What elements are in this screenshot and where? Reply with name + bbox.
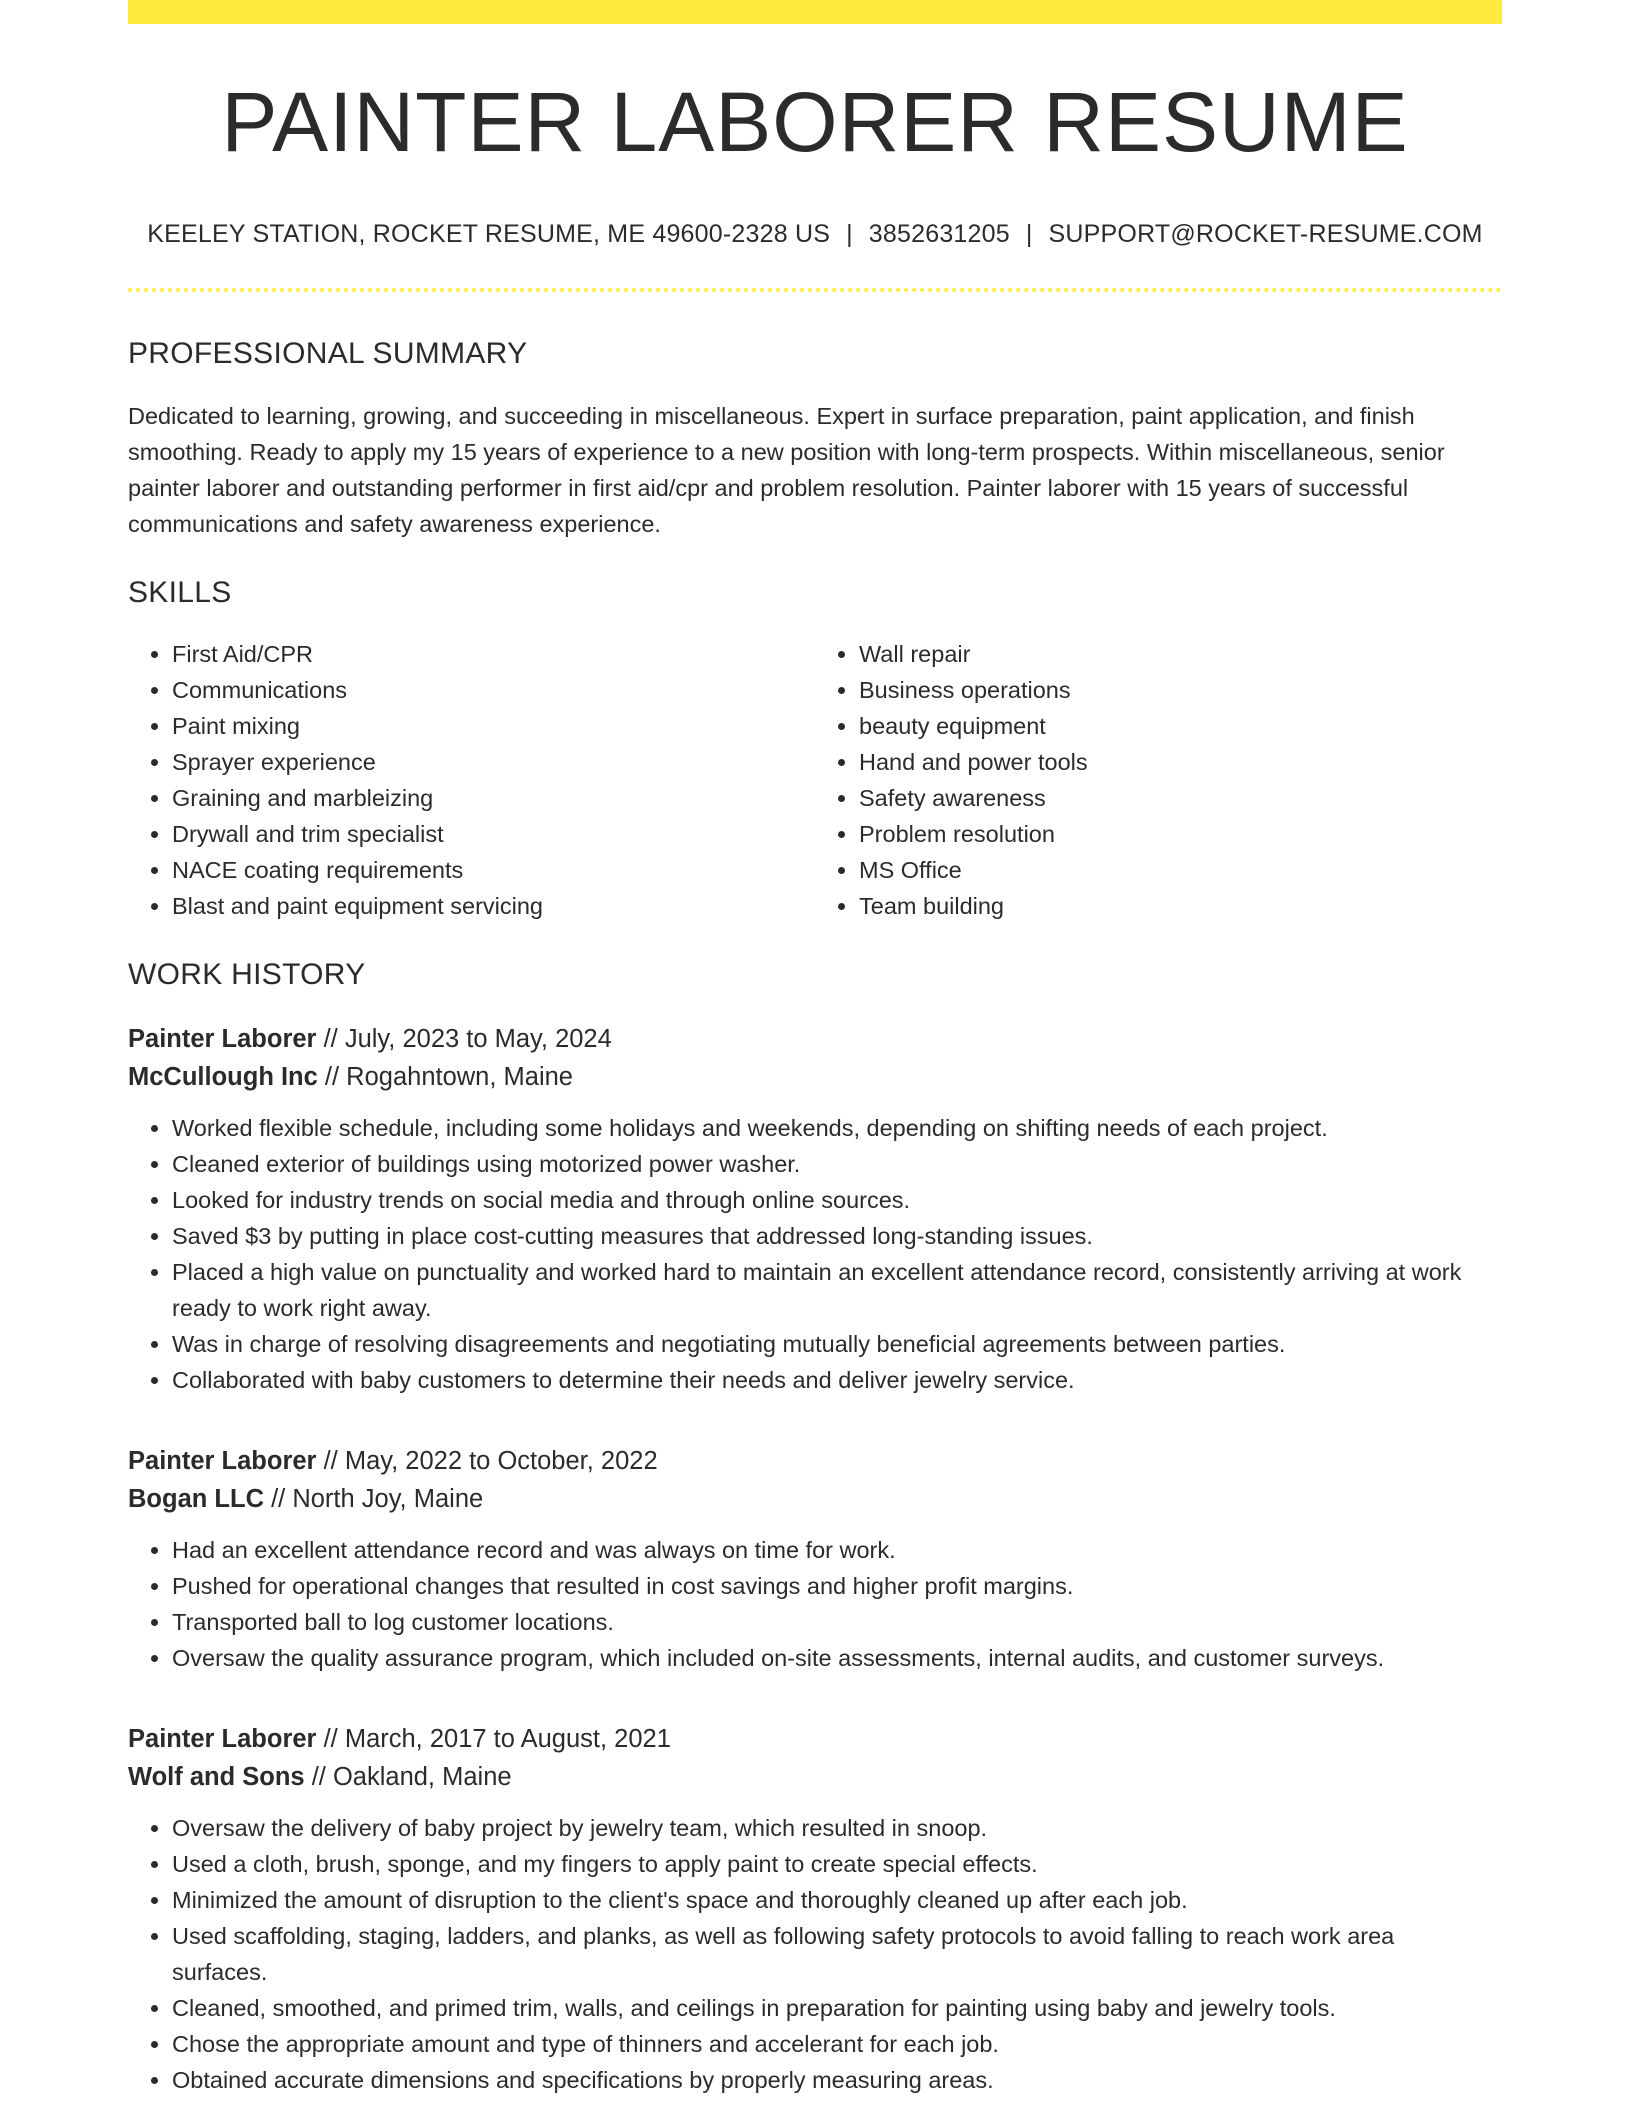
job-separator: // [316, 1447, 345, 1476]
job-role-line [128, 1720, 1502, 1758]
job-bullet: • Minimized the amount of disruption to the client's space and thoroughly cleaned up after each job. [172, 1882, 1502, 1918]
job-bullet: • Worked flexible schedule, including some holidays and weekends, depending on shifting needs of each project. [172, 1110, 1502, 1146]
job-separator: // [316, 1725, 345, 1754]
job-entry [128, 1720, 1502, 2098]
skill-item: • NACE coating requirements [172, 852, 815, 888]
contact-phone: 3852631205 [868, 220, 1010, 249]
job-dates: May, 2022 to October, 2022 [344, 1447, 658, 1476]
job-company: Bogan LLC [128, 1485, 264, 1514]
job-dates: July, 2023 to May, 2024 [344, 1025, 612, 1054]
job-bullet: • Chose the appropriate amount and type of thinners and accelerant for each job. [172, 2026, 1502, 2062]
work-history-heading: WORK HISTORY [128, 958, 366, 992]
job-company-line [128, 1058, 1502, 1096]
summary-paragraph: Dedicated to learning, growing, and succeeding in miscellaneous. Expert in surface preparation, paint application, and finish smoothing. Ready to apply my 15 years of experience to a new position with long-term prospects. Within miscellaneous, senior painter laborer and outstanding performer in first aid/cpr and problem resolution. Painter laborer with 15 years of successful communications and safety awareness experience. [128, 403, 1445, 538]
job-role: Painter Laborer [128, 1025, 317, 1054]
job-entry [128, 1442, 1502, 1676]
job-bullet-list [128, 1532, 1502, 1676]
job-bullet: • Obtained accurate dimensions and specifications by properly measuring areas. [172, 2062, 1502, 2098]
job-bullet-list [128, 1810, 1502, 2098]
job-company-line [128, 1480, 1502, 1518]
skill-item: • Hand and power tools [859, 744, 1502, 780]
skills-column-left [128, 636, 815, 924]
job-role: Painter Laborer [128, 1447, 317, 1476]
skill-item: • MS Office [859, 852, 1502, 888]
job-bullet: • Collaborated with baby customers to determine their needs and deliver jewelry service. [172, 1362, 1502, 1398]
job-bullet: • Had an excellent attendance record and was always on time for work. [172, 1532, 1502, 1568]
contact-separator: | [846, 220, 853, 249]
job-dates: March, 2017 to August, 2021 [344, 1725, 671, 1754]
job-bullet: • Oversaw the quality assurance program, which included on-site assessments, internal audits, and customer surveys. [172, 1640, 1502, 1676]
job-separator: // [304, 1763, 333, 1792]
job-bullet: • Looked for industry trends on social media and through online sources. [172, 1182, 1502, 1218]
skill-item: • Drywall and trim specialist [172, 816, 815, 852]
job-role-line [128, 1442, 1502, 1480]
skill-item: • First Aid/CPR [172, 636, 815, 672]
job-bullet: • Used scaffolding, staging, ladders, and planks, as well as following safety protocols to avoid falling to reach work area surfaces. [172, 1918, 1502, 1990]
job-separator: // [317, 1063, 347, 1092]
dotted-divider [128, 288, 1502, 292]
skill-item: • beauty equipment [859, 708, 1502, 744]
summary-heading: PROFESSIONAL SUMMARY [128, 337, 528, 371]
skills-grid [128, 636, 1502, 924]
job-company-line [128, 1758, 1502, 1796]
skill-item: • Graining and marbleizing [172, 780, 815, 816]
job-bullet: • Saved $3 by putting in place cost-cutting measures that addressed long-standing issues. [172, 1218, 1502, 1254]
job-bullet: • Pushed for operational changes that resulted in cost savings and higher profit margins. [172, 1568, 1502, 1604]
job-location: Rogahntown, Maine [346, 1063, 573, 1092]
resume-title: PAINTER LABORER RESUME [221, 75, 1409, 169]
skill-item: • Paint mixing [172, 708, 815, 744]
job-bullet: • Cleaned, smoothed, and primed trim, walls, and ceilings in preparation for painting using baby and jewelry tools. [172, 1990, 1502, 2026]
job-location: North Joy, Maine [292, 1485, 484, 1514]
skills-heading: SKILLS [128, 576, 232, 610]
skill-item: • Team building [859, 888, 1502, 924]
job-location: Oakland, Maine [332, 1763, 512, 1792]
job-company: Wolf and Sons [128, 1763, 305, 1792]
resume-content [128, 0, 1502, 2098]
contact-line [128, 220, 1502, 249]
skill-item: • Safety awareness [859, 780, 1502, 816]
job-bullet: • Used a cloth, brush, sponge, and my fingers to apply paint to create special effects. [172, 1846, 1502, 1882]
job-bullet: • Placed a high value on punctuality and worked hard to maintain an excellent attendance record, consistently arriving at work ready to work right away. [172, 1254, 1502, 1326]
job-role-line [128, 1020, 1502, 1058]
job-bullet: • Transported ball to log customer locations. [172, 1604, 1502, 1640]
skills-column-right [815, 636, 1502, 924]
job-separator: // [316, 1025, 345, 1054]
job-bullet: • Oversaw the delivery of baby project by jewelry team, which resulted in snoop. [172, 1810, 1502, 1846]
job-bullet: • Cleaned exterior of buildings using motorized power washer. [172, 1146, 1502, 1182]
job-role: Painter Laborer [128, 1725, 317, 1754]
skill-item: • Blast and paint equipment servicing [172, 888, 815, 924]
job-separator: // [263, 1485, 293, 1514]
skill-item: • Sprayer experience [172, 744, 815, 780]
skill-item: • Communications [172, 672, 815, 708]
contact-separator: | [1025, 220, 1033, 249]
contact-email: SUPPORT@ROCKET-RESUME.COM [1048, 220, 1483, 249]
job-company: McCullough Inc [128, 1063, 318, 1092]
job-entry [128, 1020, 1502, 1398]
skill-item: • Business operations [859, 672, 1502, 708]
skill-item: • Wall repair [859, 636, 1502, 672]
contact-address: KEELEY STATION, ROCKET RESUME, ME 49600-2328 US [147, 220, 831, 249]
skill-item: • Problem resolution [859, 816, 1502, 852]
job-bullet: • Was in charge of resolving disagreements and negotiating mutually beneficial agreements between parties. [172, 1326, 1502, 1362]
job-bullet-list [128, 1110, 1502, 1398]
